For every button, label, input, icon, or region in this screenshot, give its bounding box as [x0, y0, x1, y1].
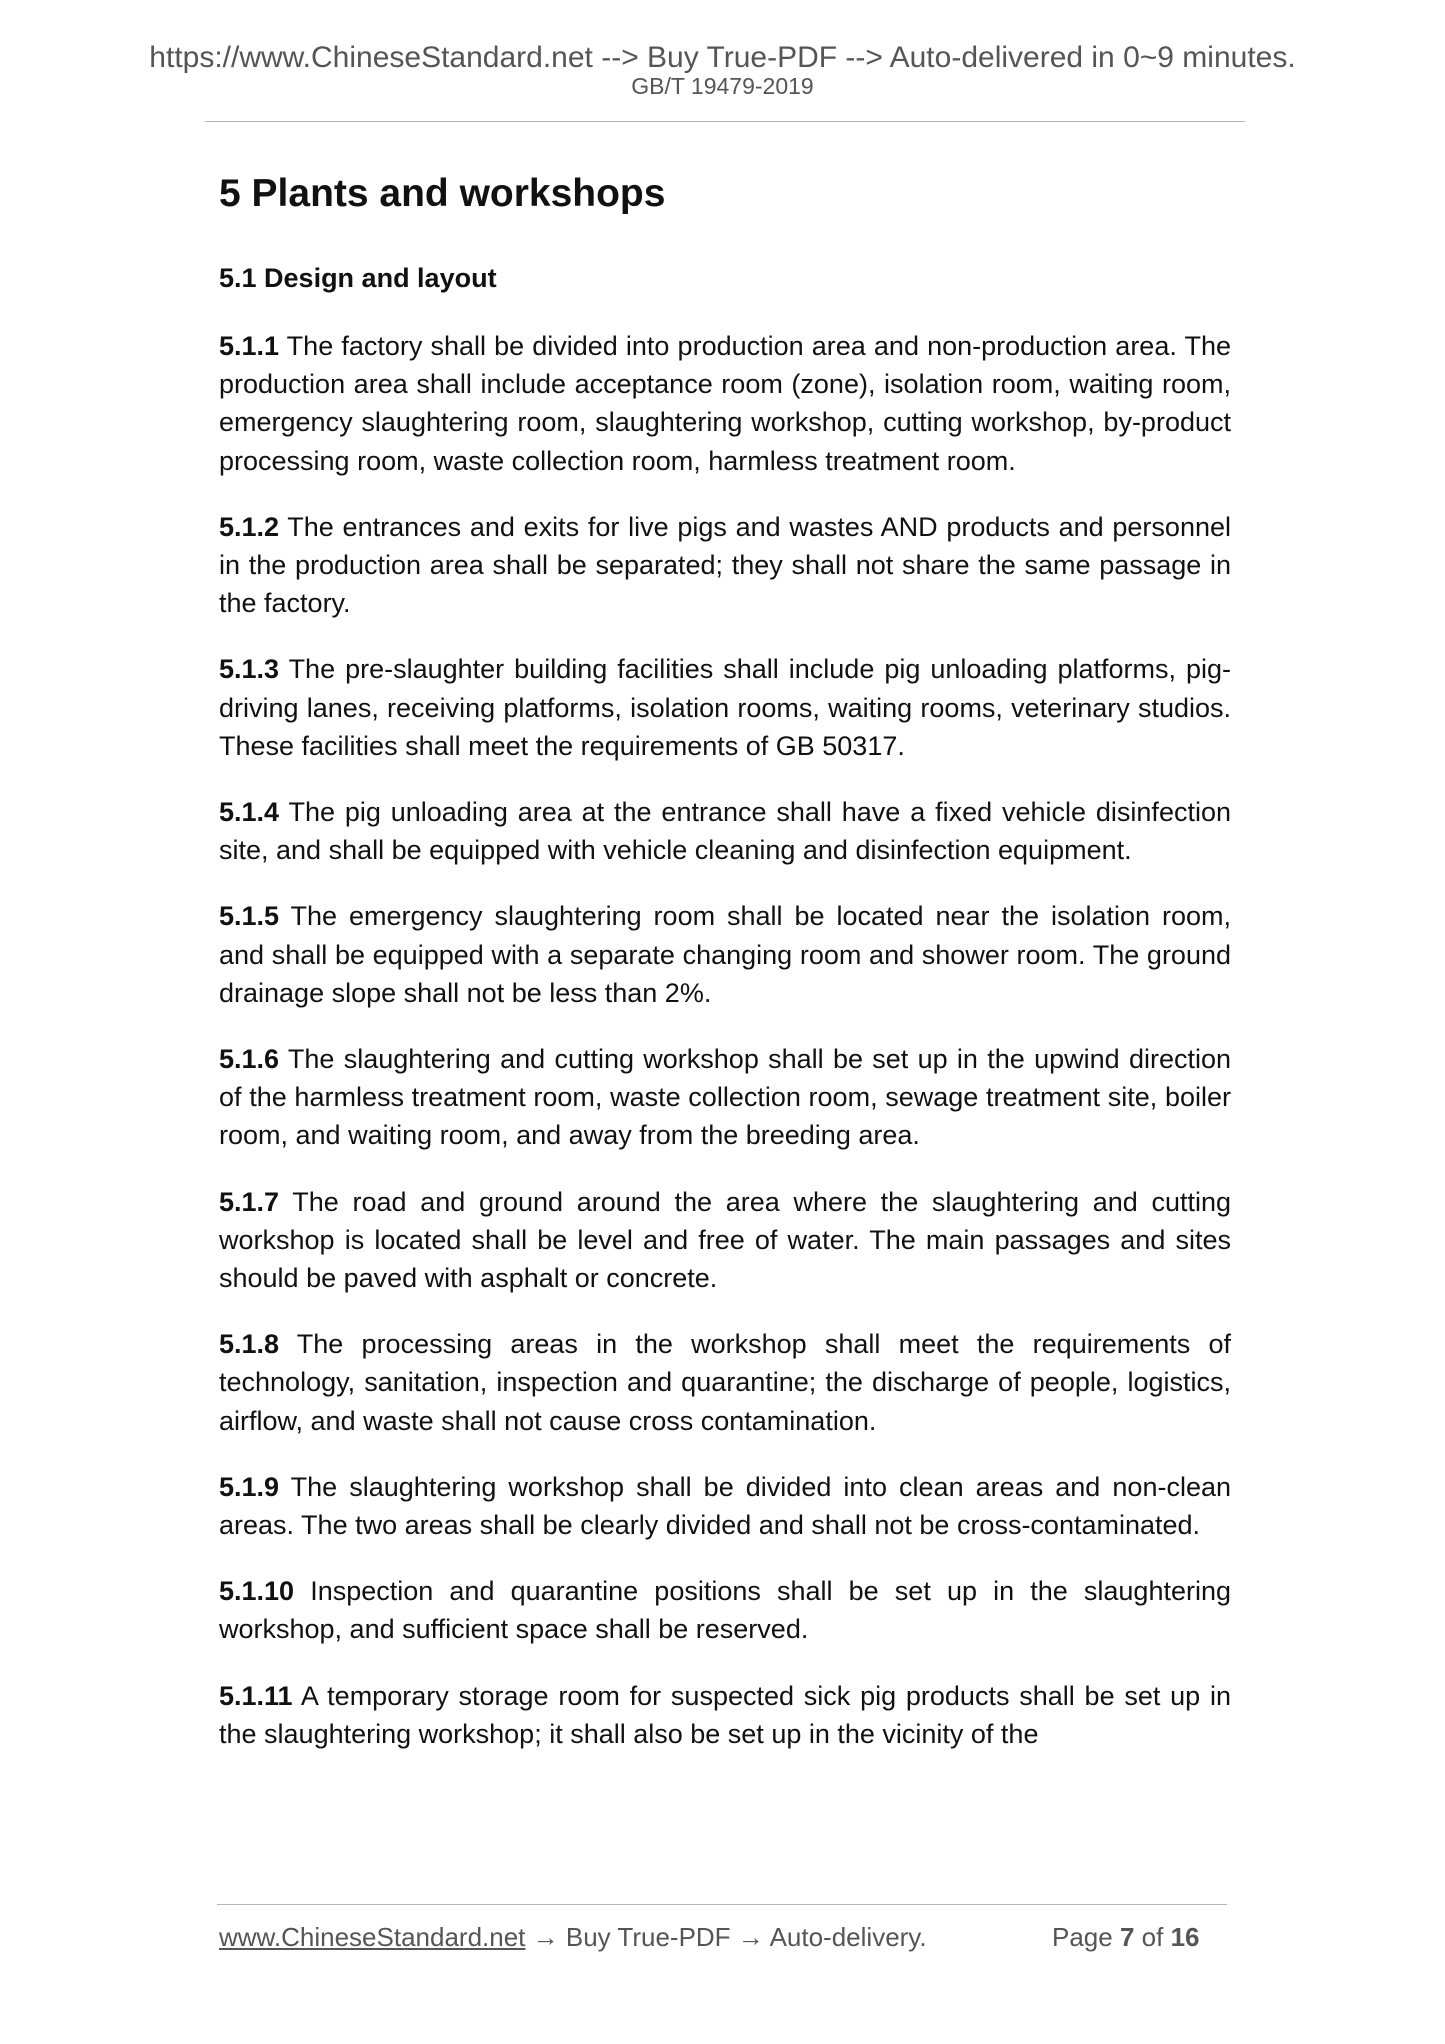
footer-promo — [219, 1920, 927, 1954]
clause-5-1-5 — [219, 897, 1231, 1012]
clause-number: 5.1.7 — [219, 1186, 280, 1217]
clause-text: The slaughtering workshop shall be divided into clean areas and non-clean areas. The two areas shall be clearly divided and shall not be cross-contaminated. — [219, 1471, 1231, 1541]
page-indicator — [1052, 1920, 1199, 1954]
subsection-title: 5.1 Design and layout — [219, 263, 497, 293]
clause-number: 5.1.4 — [219, 797, 280, 828]
clause-number: 5.1.6 — [219, 1044, 280, 1075]
page-label: Page — [1052, 1922, 1120, 1952]
clause-number: 5.1.9 — [219, 1471, 280, 1502]
clause-text: The pre-slaughter building facilities shall include pig unloading platforms, pig-driving lanes, receiving platforms, isolation rooms, waiting rooms, veterinary studios. These facilities shall meet the requirements of GB 50317. — [219, 654, 1231, 761]
footer-promo-text: → Buy True-PDF → Auto-delivery. — [525, 1922, 927, 1952]
clause-number: 5.1.1 — [219, 331, 280, 361]
document-body — [219, 168, 1231, 1753]
current-page-number: 7 — [1119, 1922, 1135, 1952]
clause-5-1-10 — [219, 1572, 1231, 1648]
header-divider — [205, 121, 1245, 122]
clause-5-1-6 — [219, 1040, 1231, 1155]
clause-text: The emergency slaughtering room shall be located near the isolation room, and shall be equipped with a separate changing room and shower room. The ground drainage slope shall not be less than 2%. — [219, 901, 1231, 1008]
clause-text: The road and ground around the area where the slaughtering and cutting workshop is located shall be level and free of water. The main passages and sites should be paved with asphalt or concrete. — [219, 1186, 1231, 1294]
clause-5-1-11 — [219, 1677, 1231, 1753]
clause-text: The processing areas in the workshop shall meet the requirements of technology, sanitation, inspection and quarantine; the discharge of people, logistics, airflow, and waste shall not cause cross contamination. — [219, 1329, 1231, 1436]
clause-5-1-4 — [219, 793, 1231, 869]
clause-number: 5.1.3 — [219, 654, 280, 685]
clause-text: The factory shall be divided into production area and non-production area. The production area shall include acceptance room (zone), isolation room, waiting room, emergency slaughtering room, slaughtering workshop, cutting workshop, by-product processing room, waste collection room, harmless treatment room. — [219, 331, 1231, 476]
clause-text: The entrances and exits for live pigs and wastes AND products and personnel in the production area shall be separated; they shall not share the same passage in the factory. — [219, 511, 1231, 619]
clause-5-1-7 — [219, 1183, 1231, 1298]
clause-text: The slaughtering and cutting workshop shall be set up in the upwind direction of the harmless treatment room, waste collection room, sewage treatment site, boiler room, and waiting room, and away from the breeding area. — [219, 1044, 1231, 1151]
clause-5-1-3 — [219, 650, 1231, 765]
clause-number: 5.1.8 — [219, 1329, 280, 1360]
clause-number: 5.1.10 — [219, 1576, 295, 1607]
clause-5-1-2 — [219, 508, 1231, 623]
section-title: 5 Plants and workshops — [219, 172, 666, 215]
clause-5-1-9 — [219, 1468, 1231, 1544]
clause-number: 5.1.2 — [219, 511, 280, 542]
clause-text: The pig unloading area at the entrance shall have a fixed vehicle disinfection site, and shall be equipped with vehicle cleaning and disinfection equipment. — [219, 797, 1231, 866]
standard-code: GB/T 19479-2019 — [631, 73, 814, 99]
clause-5-1-1 — [219, 327, 1231, 480]
clause-number: 5.1.11 — [219, 1680, 293, 1711]
total-pages-number: 16 — [1170, 1922, 1200, 1952]
clause-5-1-8 — [219, 1325, 1231, 1440]
header-banner: https://www.ChineseStandard.net --> Buy True-PDF --> Auto-delivered in 0~9 minutes. — [149, 41, 1296, 74]
clause-text: A temporary storage room for suspected sick pig products shall be set up in the slaughtering workshop; it shall also be set up in the vicinity of the — [219, 1680, 1231, 1749]
page-of-label: of — [1134, 1922, 1171, 1952]
clause-number: 5.1.5 — [219, 901, 280, 932]
clause-text: Inspection and quarantine positions shall be set up in the slaughtering workshop, and sufficient space shall be reserved. — [219, 1576, 1231, 1645]
footer-site-link[interactable]: www.ChineseStandard.net — [219, 1922, 526, 1952]
footer-divider — [217, 1904, 1227, 1905]
